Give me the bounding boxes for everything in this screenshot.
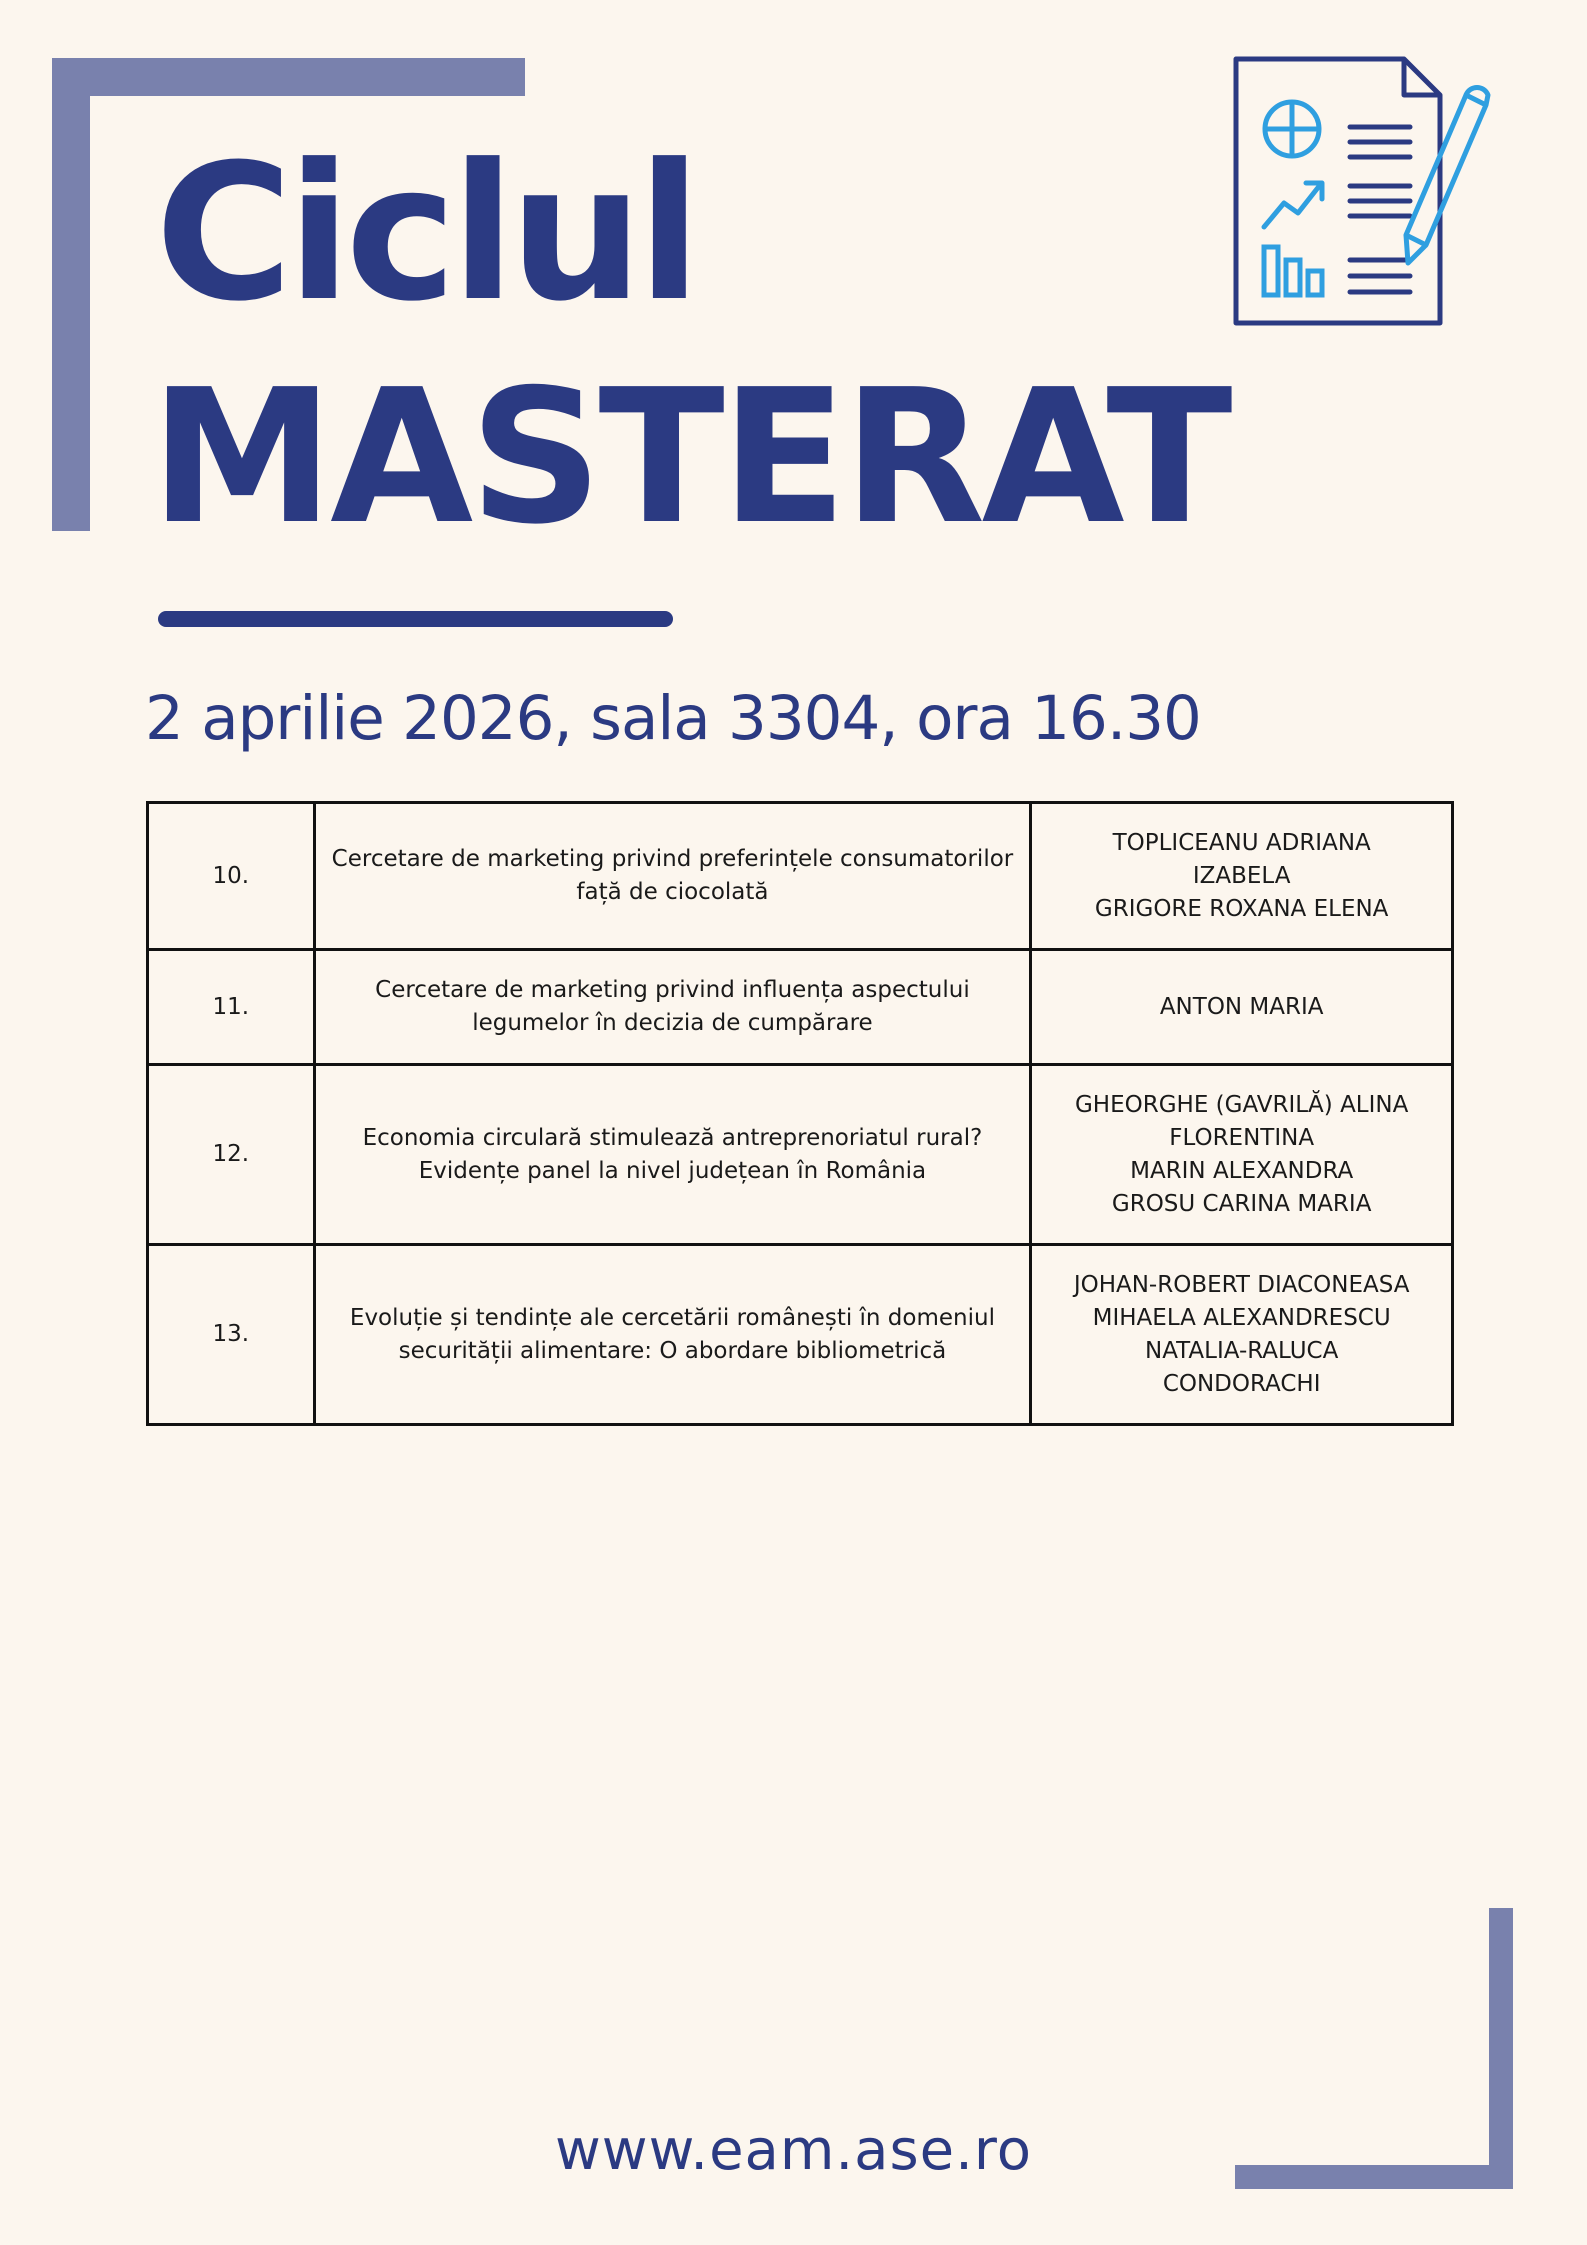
report-document-icon (1232, 55, 1512, 335)
corner-bracket-top-left-vertical (52, 58, 90, 531)
author-name: NATALIA-RALUCA (1144, 1337, 1339, 1364)
row-number: 11. (148, 950, 315, 1065)
author-name: JOHAN-ROBERT DIACONEASA (1073, 1271, 1410, 1298)
page-title-line2: MASTERAT (150, 349, 1229, 565)
presentation-title (314, 950, 1031, 1065)
pie-chart-icon (1265, 102, 1319, 156)
event-date-location: 2 aprilie 2026, sala 3304, ora 16.30 (145, 683, 1201, 754)
author-name: GRIGORE ROXANA ELENA (1094, 895, 1389, 922)
row-number: 13. (148, 1245, 315, 1425)
table-row (148, 803, 1453, 950)
author-name: FLORENTINA (1169, 1124, 1315, 1151)
presentation-title (314, 803, 1031, 950)
table-row (148, 1065, 1453, 1245)
corner-bracket-top-left-horizontal (52, 58, 525, 96)
presentation-authors (1031, 803, 1453, 950)
row-number: 10. (148, 803, 315, 950)
author-name: ANTON MARIA (1159, 993, 1324, 1020)
author-name: GROSU CARINA MARIA (1111, 1190, 1372, 1217)
author-name: GHEORGHE (GAVRILĂ) ALINA (1074, 1091, 1409, 1118)
presentation-title (314, 1065, 1031, 1245)
presentation-authors (1031, 950, 1453, 1065)
trend-arrow-icon (1264, 183, 1322, 227)
presentation-title-text: Evoluție și tendințe ale cercetării românești în domeniul securității alimentare: O abordare bibliometrică (349, 1304, 995, 1364)
bar-chart-icon (1264, 247, 1322, 295)
table-row (148, 1245, 1453, 1425)
presentation-title-text: Cercetare de marketing privind preferințele consumatorilor față de ciocolată (331, 846, 1014, 905)
author-name: IZABELA (1192, 862, 1291, 889)
presentation-authors (1031, 1245, 1453, 1425)
author-name: MARIN ALEXANDRA (1130, 1157, 1354, 1184)
page-title-line1: Ciclul (155, 124, 696, 343)
presentation-title-text: Cercetare de marketing privind influența aspectului legumelor în decizia de cumpărare (375, 977, 970, 1036)
row-number: 12. (148, 1065, 315, 1245)
author-name: CONDORACHI (1162, 1370, 1321, 1397)
table-row (148, 950, 1453, 1065)
website-link[interactable]: www.eam.ase.ro (555, 2118, 1032, 2183)
presentation-authors (1031, 1065, 1453, 1245)
author-name: MIHAELA ALEXANDRESCU (1092, 1304, 1391, 1331)
title-underline (158, 611, 673, 627)
presentation-title-text: Economia circulară stimulează antreprenoriatul rural? Evidențe panel la nivel județean în România (362, 1124, 983, 1184)
presentation-title (314, 1245, 1031, 1425)
presentations-table (146, 801, 1454, 1426)
pencil-icon (1406, 88, 1488, 264)
author-name: TOPLICEANU ADRIANA (1112, 829, 1371, 856)
